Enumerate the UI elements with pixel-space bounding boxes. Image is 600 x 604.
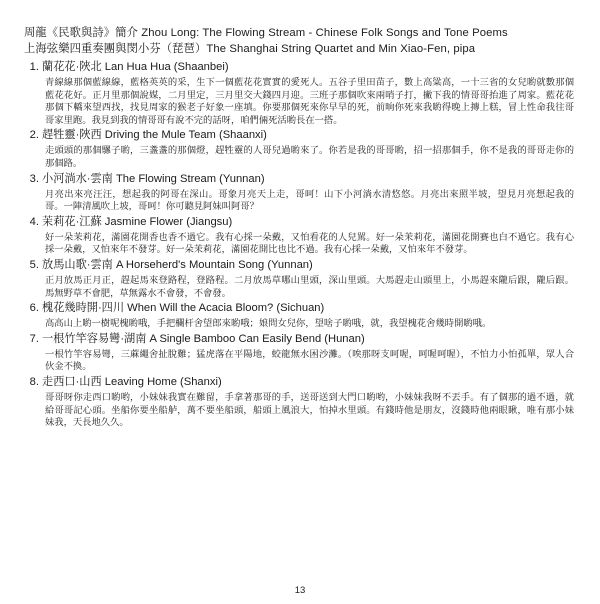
title-block <box>24 26 578 57</box>
track-heading <box>24 301 578 316</box>
lyrics-text: 哥哥呀你走西口喲哟，小妹妹我實在難留，手拿著那哥的手，送哥送到大門口喲哟，小妹妹我呀不丟手。有了個那的過不過，就給哥哥記心頭。坐船你要坐船舻，萬不要坐船頭，船頭上風浪大，怕掉水里頭。有錢時他是朋友，沒錢時他兩眼瞅，唯有那小妹妹我，天長地久久。 <box>45 391 574 428</box>
lyrics-text: 走頭頭的那個騾子喲，三盞盞的那個燈，趕牲靈的人哥兒過喲來了。你若是我的哥哥喲，招一招那個手，你不是我的哥哥走你的那個路。 <box>45 145 574 168</box>
track-number: 2. <box>29 129 39 142</box>
track-heading <box>24 332 578 347</box>
track-title: 放馬山歌·雲南 A Horseherd's Mountain Song (Yunnan) <box>42 258 313 271</box>
track-lyrics <box>24 76 578 126</box>
track-number: 6. <box>29 302 39 315</box>
track-heading <box>24 215 578 230</box>
track-entry <box>24 128 578 169</box>
track-number: 3. <box>29 172 39 185</box>
album-title-line-2: 上海弦樂四重奏團與閔小芬（琵琶）The Shanghai String Quartet and Min Xiao-Fen, pipa <box>24 42 476 55</box>
track-title: 走西口·山西 Leaving Home (Shanxi) <box>42 375 222 388</box>
lyrics-text: 月亮出來亮汪汪，想起我的阿哥在深山。哥象月亮天上走，哥呵！山下小河淌水清悠悠。月亮出來照半坡，望見月亮想起我的哥。一陣清風吹上坡，哥呵！你可聽見阿妹叫阿哥？ <box>45 188 574 212</box>
lyrics-text: 好一朵茉莉花，滿園花開香也香不過它。我有心採一朵戴，又怕看花的人兒駡。好一朵茉莉花，滿園花開賽也白不過它。我有心採一朵戴，又怕來年不發芽。好一朵茉莉花，滿園花開比也比不過。我有心採一朵戴，又怕來年不發芽。 <box>45 231 574 255</box>
track-number: 7. <box>29 332 39 345</box>
track-entry <box>24 172 578 213</box>
page-number: 13 <box>294 585 306 596</box>
track-entry <box>24 258 578 299</box>
track-number: 1. <box>29 61 39 73</box>
track-heading <box>24 375 578 390</box>
track-entry <box>24 215 578 256</box>
track-title: 蘭花花·陜北 Lan Hua Hua (Shaanbei) <box>42 61 229 73</box>
track-lyrics <box>24 348 578 373</box>
track-title: 小河淌水·雲南 The Flowing Stream (Yunnan) <box>42 172 265 185</box>
track-title: 槐花幾時開·四川 When Will the Acacia Bloom? (Sichuan) <box>42 302 325 315</box>
track-lyrics <box>24 274 578 299</box>
track-lyrics <box>24 144 578 169</box>
track-heading <box>24 258 578 273</box>
track-lyrics <box>24 188 578 213</box>
lyrics-text: 正月放馬正月正，趕起馬來登路程，登路程。二月放馬草哪山里頭，深山里頭。大馬趕走山頭里上，小馬趕來隴后跟，隴后跟。馬無野草不會肥，草無露水不會發，不會發。 <box>45 274 574 298</box>
track-title: 趕牲靈·陜西 Driving the Mule Team (Shaanxi) <box>42 129 267 142</box>
track-entry <box>24 332 578 373</box>
album-title-line-1: 周龍《民歌與詩》簡介 Zhou Long: The Flowing Stream - Chinese Folk Songs and Tone Poems <box>24 27 508 39</box>
track-entry <box>24 60 578 126</box>
track-heading <box>24 172 578 187</box>
track-number: 8. <box>29 375 39 388</box>
lyrics-text: 一根竹竿容易彎，三蔴繩舍扯脫難；猛虎落在平陽地，蛟龍無水困沙灘。（唉那呀支呵喔，呵喔呵喔），不怕力小怕孤單，眾人合伙金不換。 <box>45 348 574 372</box>
track-title: 茉莉花·江蘇 Jasmine Flower (Jiangsu) <box>42 215 233 228</box>
track-heading <box>24 128 578 143</box>
track-entry <box>24 301 578 330</box>
track-title: 一根竹竿容易彎·湖南 A Single Bamboo Can Easily Bend (Hunan) <box>42 332 365 345</box>
lyrics-text: 高高山上喲一樹呢槐喲哦，手把欄杆舍望郎來喲哦；娘問女兒你，望啥子喲哦，就，我望槐花舍幾時開喲哦。 <box>45 318 492 329</box>
track-heading <box>24 60 578 75</box>
lyrics-text: 青線線那個藍線線，藍格英英的采，生下一個藍花花實實的愛死人。五谷子里田苗子，數上高粱高，一十三省的女兒喲就數那個藍花花好。正月里那個說媒，二月里定，三月里交大錢四月迎。三班子那個吹來兩哨子打，撇下我的情哥哥抬進了周家。藍花花那個下轎來望西找，找見周家的猴老子好象一座填。你要那個死來你早早的死，前晌你死來我喲得晚上摶上糕，冒上性命我往哥哥家里跑。我見到我的情哥哥有說不完的話呀，咱們倆死活喲長在一搭。 <box>45 77 574 125</box>
track-entry <box>24 375 578 429</box>
track-number: 4. <box>29 215 39 228</box>
track-lyrics <box>24 391 578 429</box>
track-lyrics <box>24 231 578 256</box>
track-lyrics <box>24 317 578 330</box>
track-number: 5. <box>29 258 39 271</box>
